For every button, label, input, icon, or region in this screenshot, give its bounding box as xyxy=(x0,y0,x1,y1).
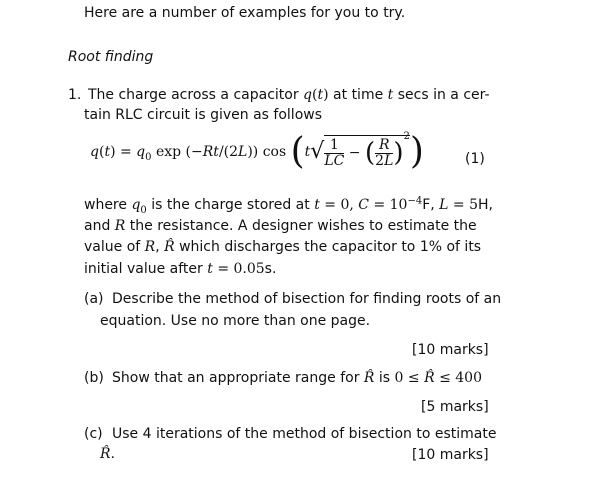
problem-line-1: The charge across a capacitor q(t) at time t secs in a cer- xyxy=(88,87,490,103)
equation-tag: (1) xyxy=(465,151,485,167)
part-c-line-1: Use 4 iterations of the method of bisection to estimate xyxy=(112,426,497,442)
charge-equation: $q(t) = q_0$ exp (−Rt/(2L)) cos (t√ $\frac{1}{LC}$ − ( $\frac{R}{2L}$ )$^2$) xyxy=(90,131,424,172)
part-c-line-2: R̂. xyxy=(100,446,115,462)
where-line-2: and R the resistance. A designer wishes to estimate the xyxy=(84,218,477,234)
where-line-4: initial value after t = 0.05s. xyxy=(84,261,277,277)
part-a-marks: [10 marks] xyxy=(412,342,489,358)
part-a-label: (a) xyxy=(84,291,104,307)
problem-number: 1. xyxy=(68,87,82,103)
part-a-line-2: equation. Use no more than one page. xyxy=(100,313,371,329)
part-b-marks: [5 marks] xyxy=(421,399,489,415)
problem-line-2: tain RLC circuit is given as follows xyxy=(84,107,323,123)
where-line-3: value of R, R̂ which discharges the capacitor to 1% of its xyxy=(84,239,482,255)
part-c-label: (c) xyxy=(84,426,103,442)
part-a-line-1: Describe the method of bisection for finding roots of an xyxy=(112,291,502,307)
part-c-marks: [10 marks] xyxy=(412,447,489,463)
section-title: Root finding xyxy=(68,49,154,65)
where-line-1: where $q_0$ is the charge stored at t = 0, $C = 10^{-4}F$, L = 5H, xyxy=(84,195,493,216)
part-b-label: (b) xyxy=(84,370,104,386)
part-b-line-1: Show that an appropriate range for R̂ is 0 ≤ R̂ ≤ 400 xyxy=(112,370,482,386)
intro-text: Here are a number of examples for you to try. xyxy=(84,5,406,21)
